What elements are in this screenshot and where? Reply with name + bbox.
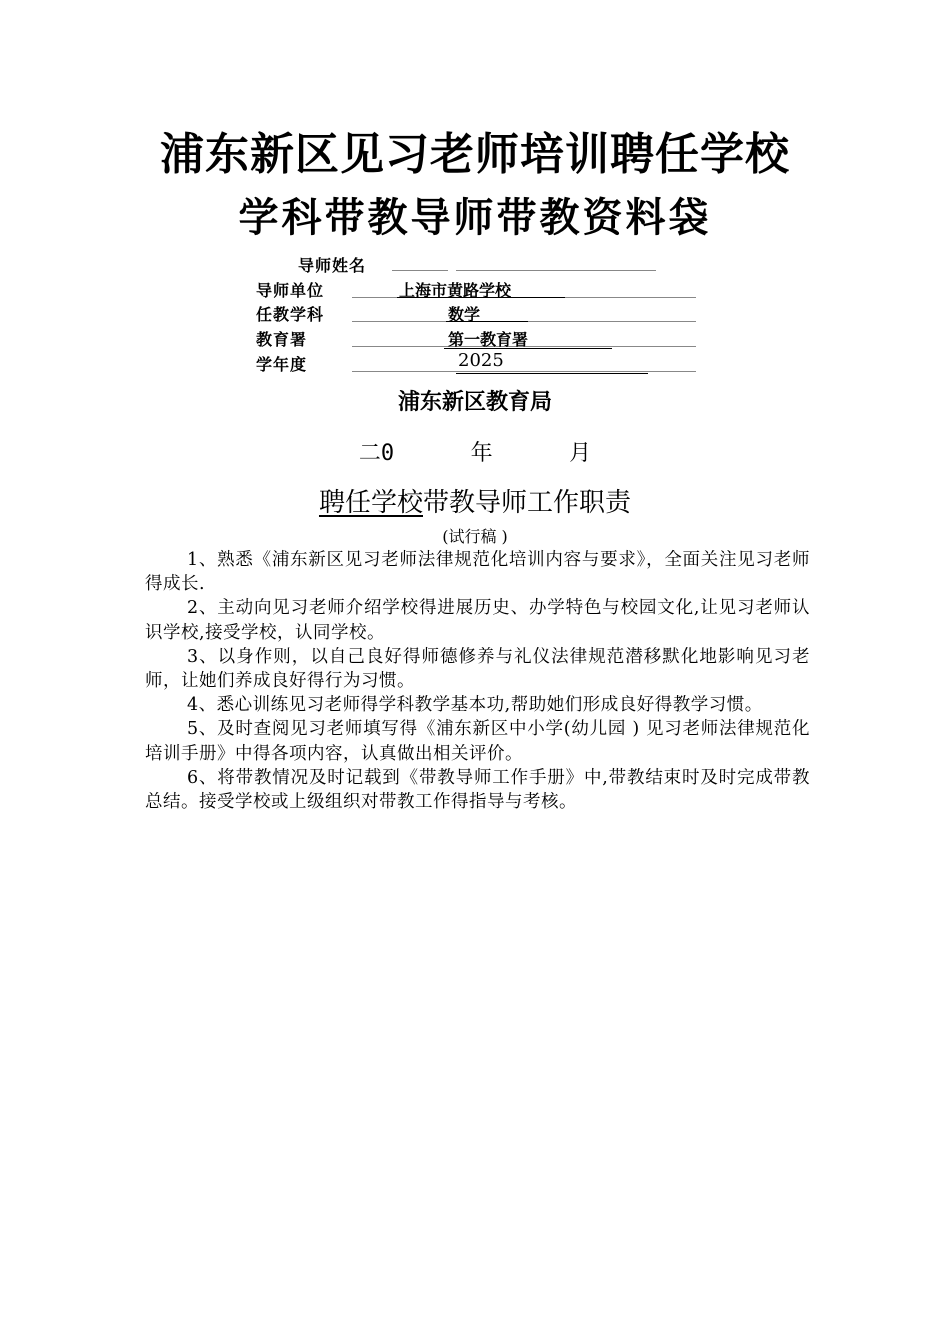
duty-item: 5、及时查阅见习老师填写得《浦东新区中小学(幼儿园 ) 见习老师法律规范化培训手册》中得各项内容，认真做出相关评价。 — [145, 719, 810, 764]
date-month-label: 月 — [569, 441, 592, 466]
mentor-name-underline — [456, 270, 656, 271]
district-label: 教育署 — [256, 330, 308, 349]
duties-list — [145, 548, 810, 814]
year-label: 学年度 — [256, 355, 308, 374]
issue-date — [0, 436, 950, 467]
form-row-year — [256, 352, 696, 374]
document-title-line1: 浦东新区见习老师培训聘任学校 — [160, 129, 790, 180]
duties-title — [0, 482, 950, 519]
duties-title-underlined: 聘任学校 — [318, 488, 423, 518]
district-value: 第一教育署 — [448, 330, 529, 349]
mentor-name-underline-short — [392, 270, 448, 271]
year-underline — [352, 371, 696, 372]
duty-item: 6、将带教情况及时记载到《带教导师工作手册》中,带教结束时及时完成带教总结。接受学校或上级组织对带教工作得指导与考核。 — [145, 767, 810, 813]
form-row-district — [256, 327, 696, 349]
document-title-line2: 学科带教导师带教资料袋 — [238, 195, 712, 241]
year-value-underline — [456, 373, 648, 374]
duty-item: 1、熟悉《浦东新区见习老师法律规范化培训内容与要求》，全面关注见习老师得成长. — [145, 550, 810, 595]
year-value: 2025 — [458, 350, 504, 371]
subject-label: 任教学科 — [256, 305, 325, 324]
form-row-subject — [256, 302, 696, 324]
mentor-unit-value: 上海市黄路学校 — [399, 281, 512, 300]
form-row-mentor-name — [298, 253, 658, 275]
duty-item: 4、悉心训练见习老师得学科教学基本功,帮助她们形成良好得教学习惯。 — [187, 695, 763, 716]
form-row-mentor-unit — [256, 278, 696, 300]
subject-value: 数学 — [448, 305, 481, 324]
duty-item: 2、主动向见习老师介绍学校得进展历史、办学特色与校园文化,让见习老师认识学校,接受学校，认同学校。 — [145, 598, 810, 643]
duty-item: 3、以身作则，以自己良好得师德修养与礼仪法律规范潜移默化地影响见习老师，让她们养成良好得行为习惯。 — [145, 646, 810, 692]
duties-title-rest: 带教导师工作职责 — [423, 488, 632, 518]
mentor-unit-label: 导师单位 — [256, 281, 325, 300]
draft-note: (试行稿 ) — [442, 527, 508, 546]
date-year-label: 年 — [470, 441, 493, 466]
mentor-name-label: 导师姓名 — [298, 256, 367, 275]
date-prefix: 二0 — [358, 441, 395, 466]
issuer-name: 浦东新区教育局 — [397, 390, 552, 415]
